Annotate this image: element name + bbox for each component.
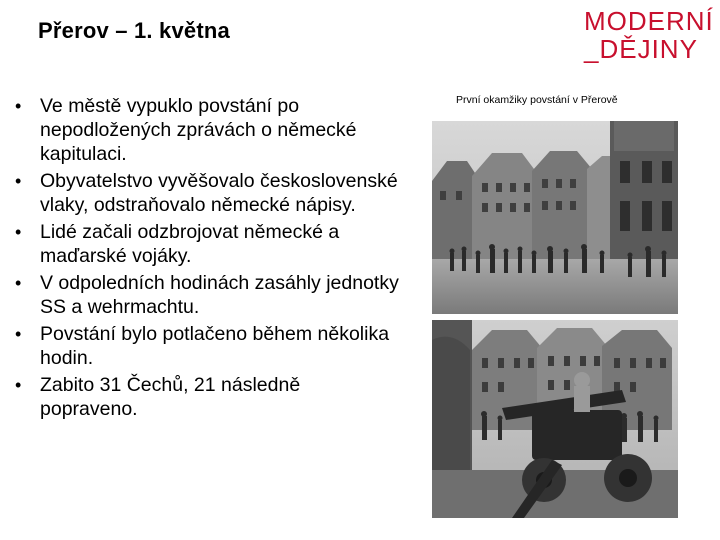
- slide-title: Přerov – 1. května: [38, 18, 230, 43]
- bullet-list: [10, 94, 400, 424]
- bullet-icon: •: [15, 171, 22, 191]
- bullet-icon: •: [15, 324, 22, 344]
- logo-line-1: MODERNÍ: [584, 6, 714, 36]
- bullet-icon: •: [15, 375, 22, 395]
- bullet-item: [10, 373, 400, 421]
- bullet-item: [10, 271, 400, 319]
- moderni-dejiny-logo: [584, 6, 718, 64]
- bullet-text: V odpoledních hodinách zasáhly jednotky SS a wehrmachtu.: [40, 272, 399, 318]
- photo-artillery-gun: [432, 320, 678, 518]
- bullet-icon: •: [15, 222, 22, 242]
- bullet-item: [10, 169, 400, 217]
- bullet-icon: •: [15, 273, 22, 293]
- photo-town-square-crowd: [432, 121, 678, 314]
- bullet-text: Ve městě vypuklo povstání po nepodložených zprávách o německé kapitulaci.: [40, 95, 357, 165]
- bullet-item: [10, 220, 400, 268]
- bullet-text: Obyvatelstvo vyvěšovalo československé vlaky, odstraňovalo německé nápisy.: [40, 170, 398, 216]
- photo-caption: První okamžiky povstání v Přerově: [456, 94, 618, 106]
- bullet-icon: •: [15, 96, 22, 116]
- bullet-item: [10, 322, 400, 370]
- bullet-text: Lidé začali odzbrojovat německé a maďarské vojáky.: [40, 221, 340, 267]
- bullet-item: [10, 94, 400, 166]
- bullet-text: Povstání bylo potlačeno během několika hodin.: [40, 323, 390, 369]
- logo-line-2: _DĚJINY: [584, 34, 698, 64]
- bullet-text: Zabito 31 Čechů, 21 následně popraveno.: [40, 374, 301, 420]
